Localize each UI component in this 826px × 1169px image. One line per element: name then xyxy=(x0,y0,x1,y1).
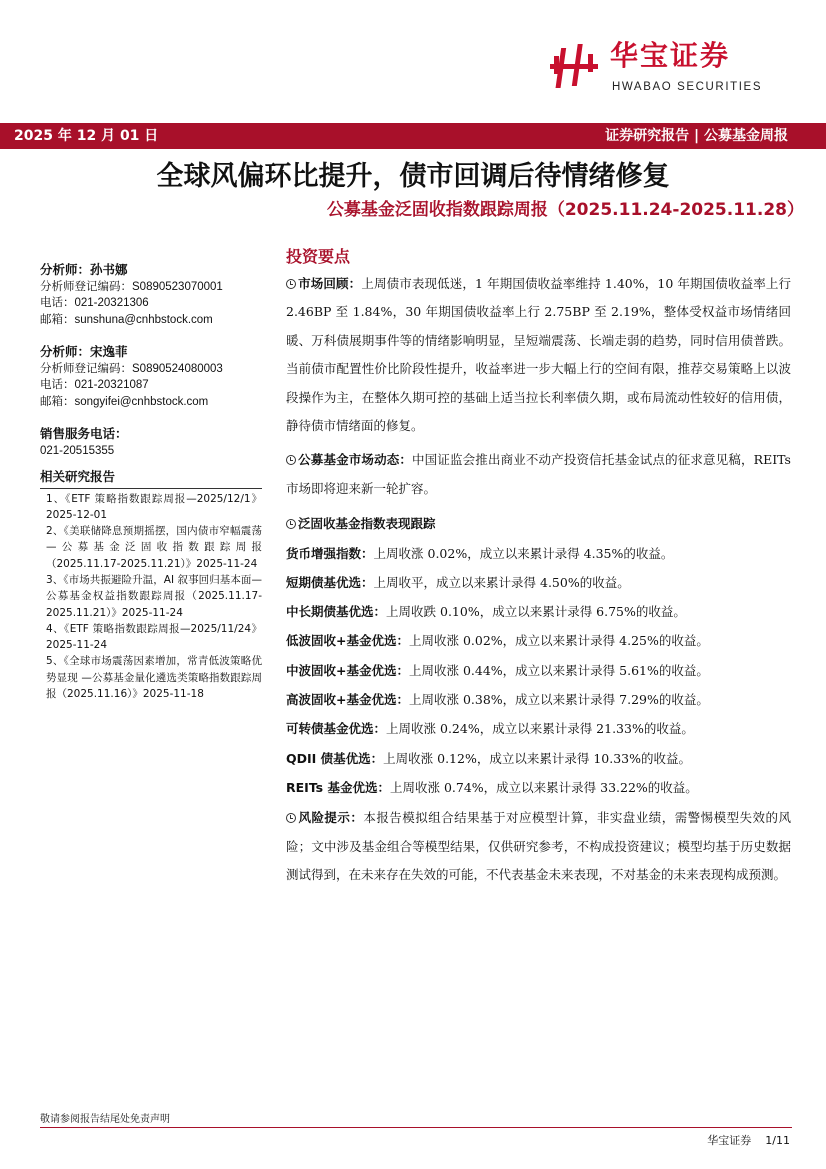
logo-text-en: HWABAO SECURITIES xyxy=(612,81,763,93)
dynamics-label: 公募基金市场动态： xyxy=(298,452,413,468)
report-type: 证券研究报告 | 公募基金周报 xyxy=(605,128,788,144)
page-subtitle: 公募基金泛固收指数跟踪周报（2025.11.24-2025.11.28） xyxy=(326,200,804,220)
related-reports-heading: 相关研究报告 xyxy=(40,469,262,489)
fund-index-item: REITs 基金优选：上周收涨 0.74%，成立以来累计录得 33.22%的收益。 xyxy=(286,779,698,795)
analyst-heading: 分析师：宋逸菲 xyxy=(40,344,128,359)
footer-right xyxy=(693,1134,790,1148)
clock-bullet-icon xyxy=(286,279,296,289)
sales-heading: 销售服务电话： xyxy=(40,426,128,441)
clock-bullet-icon xyxy=(286,519,296,529)
market-review-label: 市场回顾： xyxy=(298,276,362,291)
fund-index-item: 短期债基优选：上周收平，成立以来累计录得 4.50%的收益。 xyxy=(286,574,630,590)
related-report-item[interactable]: 2、《美联储降息预期摇摆，国内债市窄幅震荡—公募基金泛固收指数跟踪周报（2025.11.17-2025.11.21）》2025-11-24 xyxy=(46,525,262,570)
fund-index-item: 中波固收+基金优选：上周收涨 0.44%，成立以来累计录得 5.61%的收益。 xyxy=(286,662,709,678)
risk-warning xyxy=(286,804,791,889)
related-report-item[interactable]: 4、《ETF 策略指数跟踪周报—2025/11/24》2025-11-24 xyxy=(46,622,262,652)
tracking-heading: 泛固收基金指数表现跟踪 xyxy=(286,509,791,538)
risk-label: 风险提示： xyxy=(298,810,364,826)
related-report-item[interactable]: 5、《全球市场震荡因素增加，常青低波策略优势显现 —公募基金量化遴选类策略指数跟踪周报（2025.11.16）》2025-11-18 xyxy=(46,655,262,701)
investment-highlights xyxy=(286,246,791,895)
fund-market-dynamics xyxy=(286,446,791,503)
dynamics-text: 中国证监会推出商业不动产投资信托基金试点的征求意见稿，REITs 市场即将迎来新一轮扩容。 xyxy=(286,452,791,496)
logo-text-cn: 华宝证券 xyxy=(610,39,731,72)
footer-disclaimer: 敬请参阅报告结尾处免责声明 xyxy=(40,1114,174,1126)
analyst-phone: 电话：021-20321306 xyxy=(40,297,149,309)
section-heading: 投资要点 xyxy=(286,247,351,266)
sidebar xyxy=(40,262,262,702)
clock-bullet-icon xyxy=(286,455,296,465)
analyst-reg: 分析师登记编码：S0890524080003 xyxy=(40,362,223,375)
footer-company: 华宝证券 xyxy=(707,1134,752,1147)
analyst-heading: 分析师：孙书娜 xyxy=(40,262,128,277)
logo-mark-icon xyxy=(548,42,600,90)
analyst-phone: 电话：021-20321087 xyxy=(40,379,149,391)
sales-phone: 021-20515355 xyxy=(40,444,115,457)
related-report-item[interactable]: 3、《市场共振避险升温，AI 叙事回归基本面—公募基金权益指数跟踪周报（2025.11.17-2025.11.21）》2025-11-24 xyxy=(46,573,262,619)
fund-index-item: 高波固收+基金优选：上周收涨 0.38%，成立以来累计录得 7.29%的收益。 xyxy=(286,692,709,708)
market-review xyxy=(286,270,791,440)
risk-text: 本报告模拟组合结果基于对应模型计算，非实盘业绩，需警惕模型失效的风险；文中涉及基金组合等模型结果，仅供研究参考，不构成投资建议；模型均基于历史数据测试得到，在未来存在失效的可能，不代表基金未来表现，不对基金的未来表现构成预测。 xyxy=(286,810,791,883)
analyst-reg: 分析师登记编码：S0890523070001 xyxy=(40,280,223,293)
market-review-text: 上周债市表现低迷，1 年期国债收益率维持 1.40%，10 年期国债收益率上行 2.46BP 至 1.84%，30 年期国债收益率上行 2.75BP 至 2.19%，整体受权益市场情绪回暖、万科债展期事件等的情绪影响明显，呈短端震荡、长端走弱的趋势，同时信用债普跌。当前债市配置性价比阶段性提升，收益率进一步大幅上行的空间有限，推荐交易策略上以波段操作为主，在整体久期可控的基础上适当拉长利率债久期，或布局流动性较好的信用债，静待债市情绪面的修复。 xyxy=(286,276,791,434)
footer-divider xyxy=(40,1127,792,1128)
analyst-email[interactable]: 邮箱：songyifei@cnhbstock.com xyxy=(40,395,209,408)
analyst-email[interactable]: 邮箱：sunshuna@cnhbstock.com xyxy=(40,313,213,326)
report-date: 2025 年 12 月 01 日 xyxy=(14,128,159,144)
page-title: 全球风偏环比提升，债市回调后待情绪修复 xyxy=(156,161,670,192)
header-bar xyxy=(0,123,826,149)
fund-index-item: 可转债基金优选：上周收涨 0.24%，成立以来累计录得 21.33%的收益。 xyxy=(286,721,694,737)
related-report-item[interactable]: 1、《ETF 策略指数跟踪周报—2025/12/1》2025-12-01 xyxy=(46,492,262,521)
page-number: 1/11 xyxy=(765,1134,790,1147)
company-logo xyxy=(548,40,788,96)
fund-index-item: QDII 债基优选：上周收涨 0.12%，成立以来累计录得 10.33%的收益。 xyxy=(286,750,691,766)
fund-index-item: 低波固收+基金优选：上周收涨 0.02%，成立以来累计录得 4.25%的收益。 xyxy=(286,633,709,649)
fund-index-item: 货币增强指数：上周收涨 0.02%，成立以来累计录得 4.35%的收益。 xyxy=(286,545,674,561)
clock-bullet-icon xyxy=(286,813,296,823)
fund-index-item: 中长期债基优选：上周收跌 0.10%，成立以来累计录得 6.75%的收益。 xyxy=(286,604,686,620)
